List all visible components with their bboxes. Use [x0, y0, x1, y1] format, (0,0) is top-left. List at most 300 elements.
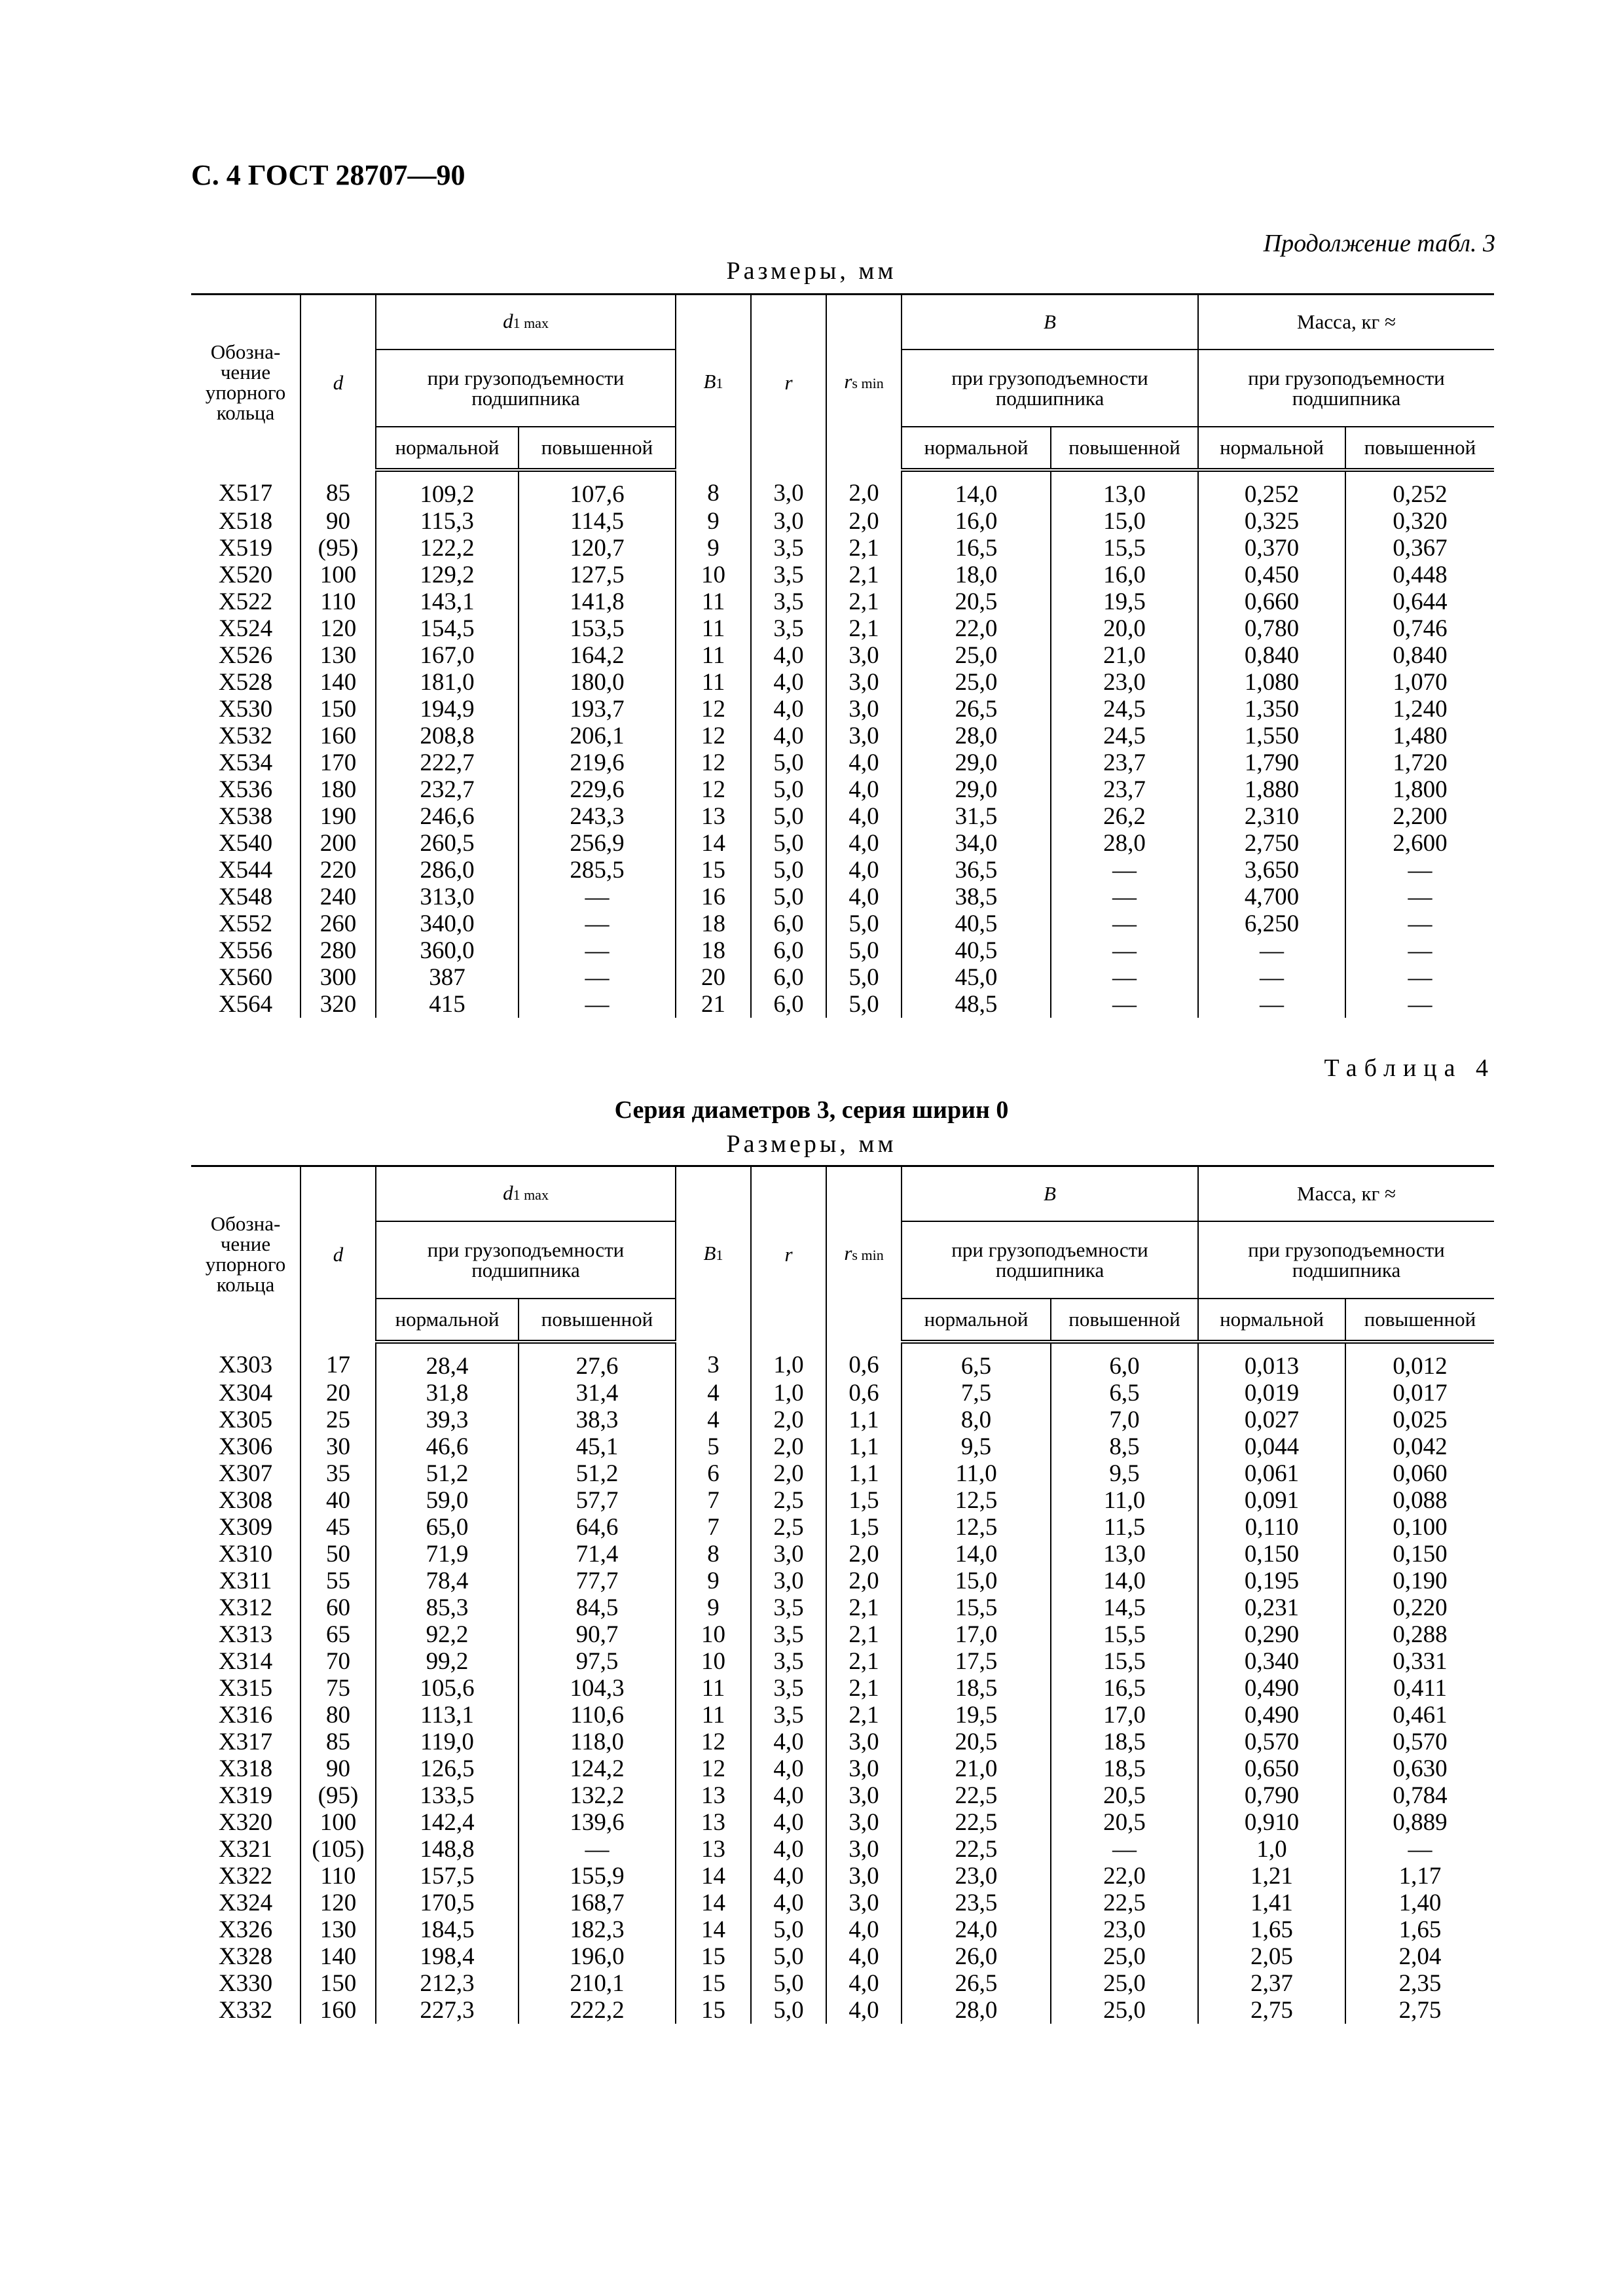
table-cell: 2,04 — [1345, 1943, 1494, 1970]
d1max-increased-header: повышенной — [519, 1299, 676, 1342]
d1max-subscript: 1 max — [513, 1186, 549, 1203]
table-4 — [191, 1165, 1494, 2024]
table-row — [191, 669, 1494, 696]
table-cell: 14,0 — [902, 1541, 1051, 1568]
table-cell: — — [1051, 991, 1198, 1018]
table-cell: 219,6 — [519, 749, 676, 776]
table-cell: 20,0 — [1051, 615, 1198, 642]
table-cell: 18,5 — [1051, 1755, 1198, 1782]
table-cell: 0,325 — [1198, 508, 1345, 535]
table-cell: X517 — [191, 470, 301, 508]
table-cell: 6,5 — [1051, 1380, 1198, 1407]
table-cell: 110 — [301, 588, 376, 615]
table-cell: 2,600 — [1345, 830, 1494, 857]
rsmin-subscript: s min — [852, 1247, 884, 1264]
table-cell: 11,0 — [902, 1460, 1051, 1487]
table-cell: 4,0 — [751, 1809, 826, 1836]
table-cell: 0,019 — [1198, 1380, 1345, 1407]
table-cell: 2,0 — [826, 1568, 902, 1594]
table-cell: 0,461 — [1345, 1702, 1494, 1729]
table-cell: 122,2 — [376, 535, 519, 562]
table-cell: 7 — [676, 1487, 751, 1514]
table-cell: 45,1 — [519, 1433, 676, 1460]
table-cell: 200 — [301, 830, 376, 857]
table-cell: 12 — [676, 1729, 751, 1755]
table-cell: 5,0 — [826, 964, 902, 991]
table-cell: 1,790 — [1198, 749, 1345, 776]
table-cell: 15,0 — [902, 1568, 1051, 1594]
table-cell: X307 — [191, 1460, 301, 1487]
table-cell: 17,0 — [1051, 1702, 1198, 1729]
table-cell: 13 — [676, 1836, 751, 1863]
table-4-label: Таблица 4 — [1324, 1054, 1495, 1082]
table-cell: 21 — [676, 991, 751, 1018]
table-row — [191, 1594, 1494, 1621]
table-cell: 0,411 — [1345, 1675, 1494, 1702]
table-cell: 3,5 — [751, 535, 826, 562]
table-cell: 2,0 — [751, 1460, 826, 1487]
table-cell: 15,5 — [1051, 1648, 1198, 1675]
table-cell: 25,0 — [902, 642, 1051, 669]
table-cell: 75 — [301, 1675, 376, 1702]
b-increased-header: повышенной — [1051, 427, 1198, 470]
table-row — [191, 1460, 1494, 1487]
table-cell: 12 — [676, 749, 751, 776]
b1-header — [676, 1166, 751, 1342]
table-cell: 150 — [301, 1970, 376, 1997]
table-cell: 23,0 — [902, 1863, 1051, 1890]
table-cell: 120,7 — [519, 535, 676, 562]
table-cell: 0,790 — [1198, 1782, 1345, 1809]
table-cell: 11,0 — [1051, 1487, 1198, 1514]
table-cell: 90,7 — [519, 1621, 676, 1648]
table-cell: 0,044 — [1198, 1433, 1345, 1460]
table-cell: 12 — [676, 776, 751, 803]
table-cell: 0,088 — [1345, 1487, 1494, 1514]
table-cell: 14 — [676, 1890, 751, 1916]
table-cell: 60 — [301, 1594, 376, 1621]
table-cell: 0,042 — [1345, 1433, 1494, 1460]
table-cell: 0,780 — [1198, 615, 1345, 642]
table-cell: 14,5 — [1051, 1594, 1198, 1621]
table-cell: 23,7 — [1051, 749, 1198, 776]
table-cell: 0,660 — [1198, 588, 1345, 615]
table-cell: 2,05 — [1198, 1943, 1345, 1970]
dimensions-caption: Размеры, мм — [726, 257, 897, 285]
table-cell: — — [1198, 937, 1345, 964]
table-cell: 15,5 — [1051, 1621, 1198, 1648]
table-cell: 222,2 — [519, 1997, 676, 2024]
table-cell: 16,5 — [1051, 1675, 1198, 1702]
table-row — [191, 535, 1494, 562]
table-cell: 25,0 — [1051, 1997, 1198, 2024]
table-cell: 34,0 — [902, 830, 1051, 857]
table-cell: 12 — [676, 696, 751, 723]
table-row — [191, 857, 1494, 884]
table-cell: 415 — [376, 991, 519, 1018]
table-cell: — — [1345, 937, 1494, 964]
table-cell: 28,0 — [902, 723, 1051, 749]
table-cell: 256,9 — [519, 830, 676, 857]
table-cell: 64,6 — [519, 1514, 676, 1541]
table-cell: 57,7 — [519, 1487, 676, 1514]
table-cell: X328 — [191, 1943, 301, 1970]
table-cell: 0,331 — [1345, 1648, 1494, 1675]
table-cell: 2,1 — [826, 1702, 902, 1729]
table-cell: 3,5 — [751, 615, 826, 642]
table-cell: 22,5 — [902, 1782, 1051, 1809]
table-cell: 3,5 — [751, 1648, 826, 1675]
table-cell: 22,5 — [1051, 1890, 1198, 1916]
table-cell: — — [1051, 937, 1198, 964]
table-cell: 1,800 — [1345, 776, 1494, 803]
table-cell: 31,8 — [376, 1380, 519, 1407]
table-cell: 3,0 — [751, 1541, 826, 1568]
table-cell: 25 — [301, 1407, 376, 1433]
table-cell: X556 — [191, 937, 301, 964]
table-cell: 9 — [676, 535, 751, 562]
table-cell: 5,0 — [751, 776, 826, 803]
table-cell: 9 — [676, 508, 751, 535]
table-cell: 0,150 — [1345, 1541, 1494, 1568]
table-cell: 313,0 — [376, 884, 519, 910]
table-cell: 0,195 — [1198, 1568, 1345, 1594]
table-cell: 182,3 — [519, 1916, 676, 1943]
table-cell: 1,880 — [1198, 776, 1345, 803]
table-cell: 21,0 — [902, 1755, 1051, 1782]
table-cell: 0,630 — [1345, 1755, 1494, 1782]
table-row — [191, 1380, 1494, 1407]
table-cell: X322 — [191, 1863, 301, 1890]
table-cell: 180,0 — [519, 669, 676, 696]
table-cell: 0,370 — [1198, 535, 1345, 562]
table-cell: 1,40 — [1345, 1890, 1494, 1916]
table-row — [191, 910, 1494, 937]
table-row — [191, 1916, 1494, 1943]
table-cell: 0,650 — [1198, 1755, 1345, 1782]
table-row — [191, 1342, 1494, 1380]
mass-header: Масса, кг ≈ — [1198, 295, 1494, 350]
table-cell: 240 — [301, 884, 376, 910]
b-capacity-header: при грузоподъемности подшипника — [902, 1221, 1198, 1299]
table-cell: 90 — [301, 508, 376, 535]
table-cell: 206,1 — [519, 723, 676, 749]
table-cell: 1,550 — [1198, 723, 1345, 749]
table-cell: 18,5 — [902, 1675, 1051, 1702]
mass-capacity-header: при грузоподъемности подшипника — [1198, 350, 1494, 427]
table-cell: 40,5 — [902, 937, 1051, 964]
table-row — [191, 615, 1494, 642]
table-cell: 50 — [301, 1541, 376, 1568]
table-cell: X520 — [191, 562, 301, 588]
table-cell: — — [1198, 964, 1345, 991]
table-cell: 23,5 — [902, 1890, 1051, 1916]
d1max-capacity-header: при грузоподъемности подшипника — [376, 350, 676, 427]
table-cell: 0,100 — [1345, 1514, 1494, 1541]
table-cell: 3,0 — [826, 669, 902, 696]
table-row — [191, 1970, 1494, 1997]
table-row — [191, 588, 1494, 615]
table-cell: 20 — [676, 964, 751, 991]
table-cell: 0,784 — [1345, 1782, 1494, 1809]
table-row — [191, 1943, 1494, 1970]
table-cell: 12 — [676, 1755, 751, 1782]
table-cell: 13,0 — [1051, 470, 1198, 508]
table-cell: 2,1 — [826, 535, 902, 562]
table-cell: 0,448 — [1345, 562, 1494, 588]
table-row — [191, 884, 1494, 910]
table-cell: 30 — [301, 1433, 376, 1460]
table-cell: 3,5 — [751, 1621, 826, 1648]
table-cell: 3,5 — [751, 562, 826, 588]
table-cell: 20 — [301, 1380, 376, 1407]
table-cell: 2,75 — [1198, 1997, 1345, 2024]
b-capacity-header: при грузоподъемности подшипника — [902, 350, 1198, 427]
table-cell: 11,5 — [1051, 1514, 1198, 1541]
table-cell: 29,0 — [902, 749, 1051, 776]
table-cell: 51,2 — [519, 1460, 676, 1487]
table-cell: 246,6 — [376, 803, 519, 830]
table-cell: 0,013 — [1198, 1342, 1345, 1380]
table-cell: 260 — [301, 910, 376, 937]
table-cell: X309 — [191, 1514, 301, 1541]
table-cell: 14 — [676, 1863, 751, 1890]
table-cell: 3,0 — [826, 723, 902, 749]
table-cell: 0,6 — [826, 1342, 902, 1380]
d-header: d — [301, 295, 376, 470]
d1max-subscript: 1 max — [513, 314, 549, 331]
table-cell: 36,5 — [902, 857, 1051, 884]
table-cell: (105) — [301, 1836, 376, 1863]
table-cell: X330 — [191, 1970, 301, 1997]
table-cell: — — [1051, 910, 1198, 937]
table-cell: 2,310 — [1198, 803, 1345, 830]
table-cell: 13 — [676, 803, 751, 830]
table-row — [191, 696, 1494, 723]
table-cell: 25,0 — [1051, 1943, 1198, 1970]
table-cell: 55 — [301, 1568, 376, 1594]
table-cell: 3,0 — [826, 696, 902, 723]
table-cell: 243,3 — [519, 803, 676, 830]
table-cell: 14 — [676, 1916, 751, 1943]
table-cell: 5,0 — [751, 884, 826, 910]
table-cell: 18 — [676, 910, 751, 937]
table-cell: 0,746 — [1345, 615, 1494, 642]
table-cell: 4,0 — [826, 1997, 902, 2024]
table-cell: 170 — [301, 749, 376, 776]
table-row — [191, 803, 1494, 830]
d-header: d — [301, 1166, 376, 1342]
table-cell: 11 — [676, 615, 751, 642]
table-cell: 110,6 — [519, 1702, 676, 1729]
table-cell: 0,340 — [1198, 1648, 1345, 1675]
table-cell: — — [519, 1836, 676, 1863]
table-cell: 2,0 — [751, 1433, 826, 1460]
rsmin-subscript: s min — [852, 375, 884, 392]
table-cell: 23,0 — [1051, 1916, 1198, 1943]
table-cell: 140 — [301, 1943, 376, 1970]
b1-symbol: B — [703, 370, 716, 393]
table-row — [191, 1836, 1494, 1863]
table-cell: 45,0 — [902, 964, 1051, 991]
table-cell: 5,0 — [751, 1997, 826, 2024]
table-cell: 194,9 — [376, 696, 519, 723]
table-cell: 1,1 — [826, 1433, 902, 1460]
table-cell: 3,5 — [751, 1702, 826, 1729]
table-cell: X534 — [191, 749, 301, 776]
table-cell: 387 — [376, 964, 519, 991]
table-row — [191, 830, 1494, 857]
table-cell: 5,0 — [826, 937, 902, 964]
table-cell: 2,1 — [826, 1594, 902, 1621]
table-cell: 7,0 — [1051, 1407, 1198, 1433]
table-cell: 2,1 — [826, 1621, 902, 1648]
table-cell: 5,0 — [751, 830, 826, 857]
table-cell: 22,0 — [1051, 1863, 1198, 1890]
table-cell: 15,0 — [1051, 508, 1198, 535]
table-cell: 220 — [301, 857, 376, 884]
table-row — [191, 749, 1494, 776]
table-cell: 100 — [301, 1809, 376, 1836]
table-cell: 20,5 — [1051, 1809, 1198, 1836]
table-cell: 142,4 — [376, 1809, 519, 1836]
table-cell: 113,1 — [376, 1702, 519, 1729]
table-cell: 90 — [301, 1755, 376, 1782]
table-cell: 10 — [676, 562, 751, 588]
r-header: r — [751, 1166, 826, 1342]
table-cell: 0,150 — [1198, 1541, 1345, 1568]
table-cell: 280 — [301, 937, 376, 964]
table-row — [191, 964, 1494, 991]
table-4-title: Серия диаметров 3, серия ширин 0 — [614, 1096, 1009, 1124]
table-cell: 3,0 — [826, 1890, 902, 1916]
table-cell: 0,252 — [1345, 470, 1494, 508]
dimensions-caption-2: Размеры, мм — [726, 1130, 897, 1158]
table-cell: (95) — [301, 535, 376, 562]
table-cell: 3,0 — [826, 642, 902, 669]
table-cell: 6,250 — [1198, 910, 1345, 937]
table-cell: 28,0 — [1051, 830, 1198, 857]
table-cell: 38,5 — [902, 884, 1051, 910]
table-cell: X314 — [191, 1648, 301, 1675]
table-cell: 48,5 — [902, 991, 1051, 1018]
table-row — [191, 1755, 1494, 1782]
table-cell: 24,5 — [1051, 723, 1198, 749]
table-cell: 4,0 — [826, 884, 902, 910]
table-cell: 31,4 — [519, 1380, 676, 1407]
table-continuation-label: Продолжение табл. 3 — [1263, 230, 1495, 257]
table-cell: 22,0 — [902, 615, 1051, 642]
table-cell: 5,0 — [826, 910, 902, 937]
mass-normal-header: нормальной — [1198, 427, 1345, 470]
table-cell: 85,3 — [376, 1594, 519, 1621]
table-cell: — — [1345, 1836, 1494, 1863]
table-cell: 3,5 — [751, 1594, 826, 1621]
table-cell: X320 — [191, 1809, 301, 1836]
table-cell: X306 — [191, 1433, 301, 1460]
b-header: B — [902, 295, 1198, 350]
table-cell: 85 — [301, 1729, 376, 1755]
table-cell: 45 — [301, 1514, 376, 1541]
table-cell: 0,490 — [1198, 1675, 1345, 1702]
table-cell: 2,75 — [1345, 1997, 1494, 2024]
table-cell: 25,0 — [902, 669, 1051, 696]
table-3-body — [191, 470, 1494, 1018]
b-header: B — [902, 1166, 1198, 1221]
table-cell: 129,2 — [376, 562, 519, 588]
table-cell: — — [1345, 991, 1494, 1018]
table-3-continued — [191, 293, 1494, 1018]
table-cell: 0,6 — [826, 1380, 902, 1407]
table-cell: 2,5 — [751, 1514, 826, 1541]
table-cell: 320 — [301, 991, 376, 1018]
table-cell: — — [1051, 884, 1198, 910]
table-cell: 2,1 — [826, 615, 902, 642]
table-cell: 4,0 — [826, 857, 902, 884]
table-cell: 26,0 — [902, 1943, 1051, 1970]
table-cell: 222,7 — [376, 749, 519, 776]
table-cell: 18,5 — [1051, 1729, 1198, 1755]
table-cell: 1,1 — [826, 1460, 902, 1487]
table-cell: 154,5 — [376, 615, 519, 642]
table-cell: 114,5 — [519, 508, 676, 535]
table-cell: 120 — [301, 1890, 376, 1916]
table-cell: X564 — [191, 991, 301, 1018]
table-cell: 3,0 — [826, 1782, 902, 1809]
table-cell: 4,0 — [751, 1782, 826, 1809]
rsmin-header — [826, 1166, 902, 1342]
b1-subscript: 1 — [716, 1247, 723, 1264]
mass-capacity-header: при грузоподъемности подшипника — [1198, 1221, 1494, 1299]
table-cell: X528 — [191, 669, 301, 696]
table-cell: 124,2 — [519, 1755, 676, 1782]
table-cell: 14,0 — [902, 470, 1051, 508]
table-cell: 9,5 — [902, 1433, 1051, 1460]
table-cell: X522 — [191, 588, 301, 615]
table-row — [191, 562, 1494, 588]
table-cell: 1,720 — [1345, 749, 1494, 776]
table-cell: 0,367 — [1345, 535, 1494, 562]
table-cell: 15 — [676, 1970, 751, 1997]
table-cell: 0,450 — [1198, 562, 1345, 588]
table-cell: 6,0 — [751, 991, 826, 1018]
table-cell: 19,5 — [902, 1702, 1051, 1729]
table-cell: 0,889 — [1345, 1809, 1494, 1836]
table-cell: X532 — [191, 723, 301, 749]
table-cell: 7 — [676, 1514, 751, 1541]
table-cell: 3,0 — [751, 1568, 826, 1594]
table-cell: 132,2 — [519, 1782, 676, 1809]
table-cell: 4,0 — [751, 1890, 826, 1916]
table-cell: 39,3 — [376, 1407, 519, 1433]
table-row — [191, 1675, 1494, 1702]
table-cell: 4,0 — [826, 749, 902, 776]
table-cell: 4,0 — [826, 776, 902, 803]
table-cell: 5,0 — [751, 803, 826, 830]
table-row — [191, 1407, 1494, 1433]
table-cell: 20,5 — [1051, 1782, 1198, 1809]
table-cell: 9 — [676, 1568, 751, 1594]
table-cell: 4 — [676, 1407, 751, 1433]
table-cell: 1,17 — [1345, 1863, 1494, 1890]
table-cell: 286,0 — [376, 857, 519, 884]
rsmin-header — [826, 295, 902, 470]
table-cell: 24,0 — [902, 1916, 1051, 1943]
d1max-normal-header: нормальной — [376, 427, 519, 470]
table-cell: 6,0 — [751, 964, 826, 991]
table-cell: X317 — [191, 1729, 301, 1755]
table-cell: 127,5 — [519, 562, 676, 588]
